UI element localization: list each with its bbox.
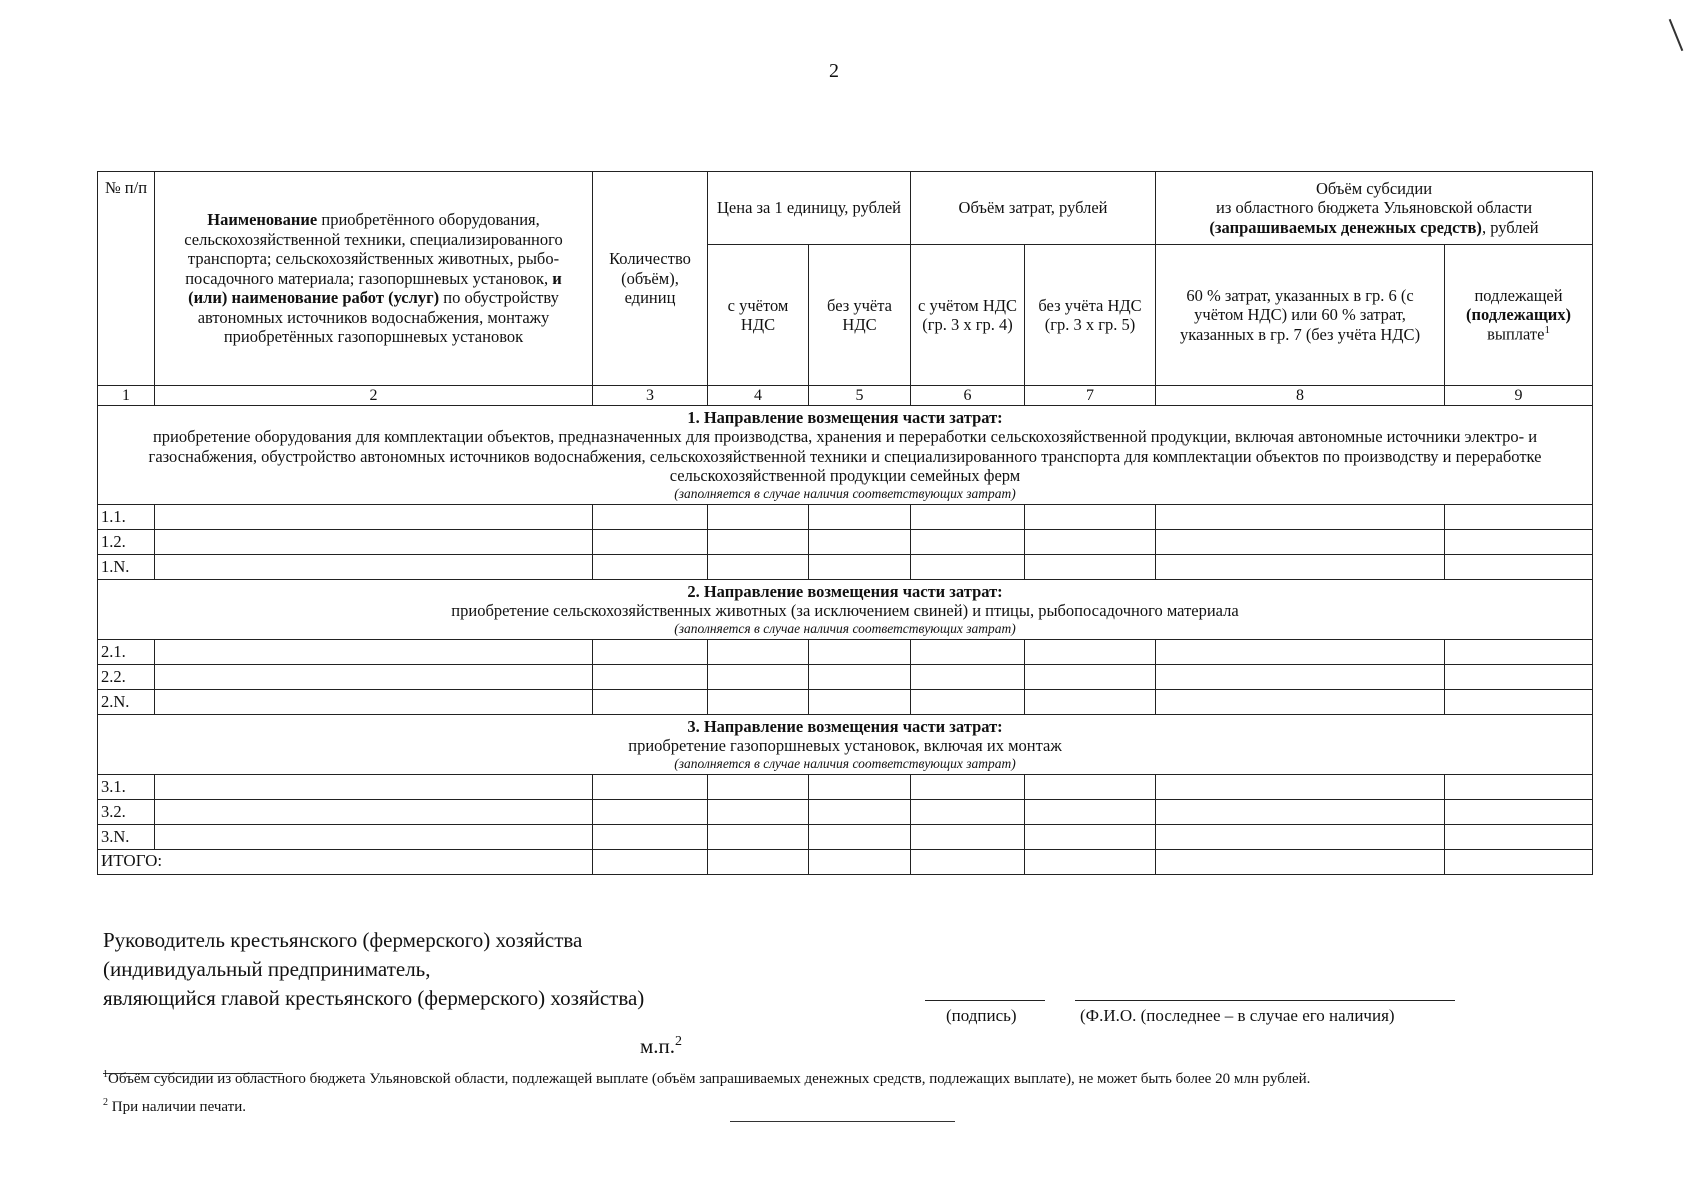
row-number: 1.2.: [98, 529, 155, 554]
table-row: [98, 824, 1593, 849]
cell-cost-without-vat[interactable]: [1025, 664, 1156, 689]
cell-price-without-vat[interactable]: [809, 554, 911, 579]
cell-price-with-vat[interactable]: [708, 664, 809, 689]
cell-cost-without-vat[interactable]: [1025, 774, 1156, 799]
cell-price-without-vat[interactable]: [809, 689, 911, 714]
cell-quantity[interactable]: [593, 824, 708, 849]
subsidy-table: [97, 171, 1593, 875]
cell-name[interactable]: [155, 799, 593, 824]
header-price-with-vat: с учётом НДС: [708, 245, 809, 386]
cell-name[interactable]: [155, 639, 593, 664]
cell-cost-with-vat[interactable]: [911, 799, 1025, 824]
cell-subsidy-60[interactable]: [1156, 504, 1445, 529]
cell-price-without-vat[interactable]: [809, 664, 911, 689]
column-number: 7: [1025, 386, 1156, 406]
cell-cost-with-vat[interactable]: [911, 664, 1025, 689]
row-number: 2.2.: [98, 664, 155, 689]
cell-payable[interactable]: [1445, 664, 1593, 689]
cell-quantity[interactable]: [593, 664, 708, 689]
cell-payable[interactable]: [1445, 774, 1593, 799]
footnote-2: [103, 1097, 246, 1116]
cell-subsidy-60[interactable]: [1156, 664, 1445, 689]
cell-price-with-vat[interactable]: [708, 554, 809, 579]
header-cost-with-vat: с учётом НДС (гр. 3 х гр. 4): [911, 245, 1025, 386]
cell-total-cost-with-vat[interactable]: [911, 849, 1025, 874]
cell-subsidy-60[interactable]: [1156, 639, 1445, 664]
cell-total-cost-without-vat[interactable]: [1025, 849, 1156, 874]
cell-payable[interactable]: [1445, 504, 1593, 529]
cell-cost-without-vat[interactable]: [1025, 529, 1156, 554]
cell-quantity[interactable]: [593, 504, 708, 529]
footnote-text: При наличии печати.: [108, 1099, 246, 1115]
stamp-place: [640, 1034, 682, 1059]
section-description: приобретение газопоршневых установок, включая их монтаж: [628, 736, 1062, 756]
signatory-line: являющийся главой крестьянского (фермерского) хозяйства): [103, 986, 645, 1010]
cell-subsidy-60[interactable]: [1156, 689, 1445, 714]
cell-quantity[interactable]: [593, 554, 708, 579]
row-number: 2.N.: [98, 689, 155, 714]
footnote-marker: 1: [103, 1069, 108, 1080]
header-subsidy-bold: (запрашиваемых денежных средств): [1209, 217, 1482, 237]
table-row: [98, 799, 1593, 824]
column-number: 8: [1156, 386, 1445, 406]
cell-payable[interactable]: [1445, 639, 1593, 664]
cell-price-with-vat[interactable]: [708, 529, 809, 554]
cell-name[interactable]: [155, 664, 593, 689]
table-row: [98, 529, 1593, 554]
cell-price-without-vat[interactable]: [809, 824, 911, 849]
cell-name[interactable]: [155, 504, 593, 529]
header-name-part-3: и (или) наименование работ (услуг): [188, 268, 562, 308]
signatory-title: [103, 926, 644, 1013]
header-subsidy-60: 60 % затрат, указанных в гр. 6 (с учётом НДС) или 60 % затрат, указанных в гр. 7 (без учёта НДС): [1156, 245, 1445, 386]
cell-payable[interactable]: [1445, 689, 1593, 714]
cell-name[interactable]: [155, 824, 593, 849]
cell-cost-without-vat[interactable]: [1025, 504, 1156, 529]
cell-cost-without-vat[interactable]: [1025, 689, 1156, 714]
cell-price-without-vat[interactable]: [809, 529, 911, 554]
stamp-label: м.п.: [640, 1034, 676, 1058]
cell-subsidy-60[interactable]: [1156, 529, 1445, 554]
footnote-ref-1: 1: [1544, 324, 1550, 337]
column-number: 3: [593, 386, 708, 406]
signatory-line: (индивидуальный предприниматель,: [103, 957, 431, 981]
cell-cost-with-vat[interactable]: [911, 824, 1025, 849]
cell-total-subsidy-60[interactable]: [1156, 849, 1445, 874]
signature-line[interactable]: [925, 1000, 1045, 1001]
cell-price-with-vat[interactable]: [708, 689, 809, 714]
cell-cost-without-vat[interactable]: [1025, 554, 1156, 579]
cell-price-with-vat[interactable]: [708, 824, 809, 849]
cell-cost-with-vat[interactable]: [911, 689, 1025, 714]
cell-cost-with-vat[interactable]: [911, 554, 1025, 579]
signature-caption: (подпись): [946, 1006, 1017, 1025]
cell-quantity[interactable]: [593, 799, 708, 824]
column-number: 9: [1445, 386, 1593, 406]
header-price-without-vat: без учёта НДС: [809, 245, 911, 386]
cell-cost-with-vat[interactable]: [911, 639, 1025, 664]
header-payable: [1445, 245, 1593, 386]
total-row: [98, 849, 1593, 874]
footnote-ref-2: 2: [675, 1034, 683, 1049]
row-number: 1.N.: [98, 554, 155, 579]
header-num: № п/п: [98, 172, 155, 386]
cell-total-price-without-vat[interactable]: [809, 849, 911, 874]
footnote-text: Объём субсидии из областного бюджета Ульяновской области, подлежащей выплате (объём запрашиваемых денежных средств, подлежащих выплате), не может быть более 20 млн рублей.: [108, 1071, 1311, 1087]
header-subsidy-group: [1156, 172, 1593, 245]
row-number: 3.2.: [98, 799, 155, 824]
header-name-part-4: по обустройству автономных источников водоснабжения, монтажу приобретённых газопоршневых установок: [197, 288, 559, 347]
cell-quantity[interactable]: [593, 689, 708, 714]
header-cost-without-vat: без учёта НДС (гр. 3 х гр. 5): [1025, 245, 1156, 386]
footnote-1: [103, 1069, 1310, 1088]
table-row: [98, 504, 1593, 529]
section-description: приобретение сельскохозяйственных животных (за исключением свиней) и птицы, рыбопосадочного материала: [451, 601, 1239, 621]
cell-subsidy-60[interactable]: [1156, 774, 1445, 799]
header-name-part-2: приобретённого оборудования, сельскохозяйственной техники, специализированного транспорта; сельскохозяйственных животных, рыбо-посадочного материала; газопоршневых установок,: [184, 210, 563, 288]
header-quantity: Количество (объём), единиц: [593, 172, 708, 386]
column-number: 4: [708, 386, 809, 406]
section-header: [98, 579, 1593, 639]
section-note: (заполняется в случае наличия соответствующих затрат): [674, 620, 1016, 636]
cell-price-with-vat[interactable]: [708, 639, 809, 664]
header-name: [155, 172, 593, 386]
column-number: 5: [809, 386, 911, 406]
cell-cost-without-vat[interactable]: [1025, 639, 1156, 664]
scan-mark: [1669, 19, 1684, 51]
cell-cost-with-vat[interactable]: [911, 504, 1025, 529]
cell-name[interactable]: [155, 529, 593, 554]
cell-payable[interactable]: [1445, 529, 1593, 554]
cell-name[interactable]: [155, 554, 593, 579]
cell-total-quantity[interactable]: [593, 849, 708, 874]
cell-cost-without-vat[interactable]: [1025, 799, 1156, 824]
header-payable-post: выплате: [1487, 324, 1545, 344]
cell-payable[interactable]: [1445, 554, 1593, 579]
cell-quantity[interactable]: [593, 774, 708, 799]
table-row: [98, 774, 1593, 799]
cell-price-without-vat[interactable]: [809, 774, 911, 799]
cell-name[interactable]: [155, 689, 593, 714]
table-row: [98, 554, 1593, 579]
row-number: 3.1.: [98, 774, 155, 799]
header-payable-pre: подлежащей: [1474, 285, 1563, 305]
row-number: 1.1.: [98, 504, 155, 529]
column-number: 1: [98, 386, 155, 406]
cell-subsidy-60[interactable]: [1156, 554, 1445, 579]
section-note: (заполняется в случае наличия соответствующих затрат): [674, 755, 1016, 771]
section-note: (заполняется в случае наличия соответствующих затрат): [674, 485, 1016, 501]
section-header: [98, 714, 1593, 774]
header-subsidy-tail: , рублей: [1481, 217, 1539, 237]
cell-total-payable[interactable]: [1445, 849, 1593, 874]
table-row: [98, 689, 1593, 714]
header-name-part-1: Наименование: [207, 210, 318, 230]
full-name-caption: (Ф.И.О. (последнее – в случае его наличия): [1080, 1006, 1395, 1025]
cell-subsidy-60[interactable]: [1156, 824, 1445, 849]
footnote-marker: 2: [103, 1097, 108, 1108]
cell-quantity[interactable]: [593, 529, 708, 554]
cell-total-price-with-vat[interactable]: [708, 849, 809, 874]
signatory-line: Руководитель крестьянского (фермерского) хозяйства: [103, 928, 583, 952]
header-cost-group: Объём затрат, рублей: [911, 172, 1156, 245]
section-title: 3. Направление возмещения части затрат:: [687, 716, 1003, 736]
cell-price-without-vat[interactable]: [809, 504, 911, 529]
column-number: 2: [155, 386, 593, 406]
cell-price-with-vat[interactable]: [708, 799, 809, 824]
cell-payable[interactable]: [1445, 824, 1593, 849]
section-description: приобретение оборудования для комплектации объектов, предназначенных для производства, хранения и переработки сельскохозяйственной продукции, включая автономные источники электро- и газоснабжения, обустройство автономных источников водоснабжения, сельскохозяйственной техники и специализированного транспорта для комплектации объектов по производству и переработке сельскохозяйственной продукции семейных ферм: [148, 427, 1542, 486]
total-label: ИТОГО:: [98, 849, 593, 874]
cell-subsidy-60[interactable]: [1156, 799, 1445, 824]
header-price-group: Цена за 1 единицу, рублей: [708, 172, 911, 245]
cell-price-with-vat[interactable]: [708, 774, 809, 799]
section-title: 1. Направление возмещения части затрат:: [687, 408, 1003, 427]
header-subsidy-line1: Объём субсидии: [1315, 178, 1433, 198]
bottom-rule: [730, 1121, 955, 1122]
cell-cost-without-vat[interactable]: [1025, 824, 1156, 849]
table-row: [98, 639, 1593, 664]
cell-price-without-vat[interactable]: [809, 639, 911, 664]
cell-quantity[interactable]: [593, 639, 708, 664]
full-name-line[interactable]: [1075, 1000, 1455, 1001]
column-number: 6: [911, 386, 1025, 406]
row-number: 3.N.: [98, 824, 155, 849]
section-header: [98, 406, 1593, 505]
cell-price-without-vat[interactable]: [809, 799, 911, 824]
header-subsidy-line2: из областного бюджета Ульяновской области: [1215, 198, 1533, 218]
page-number: 2: [829, 60, 839, 82]
section-title: 2. Направление возмещения части затрат:: [687, 581, 1003, 601]
table-row: [98, 664, 1593, 689]
cell-name[interactable]: [155, 774, 593, 799]
cell-cost-with-vat[interactable]: [911, 529, 1025, 554]
cell-cost-with-vat[interactable]: [911, 774, 1025, 799]
cell-payable[interactable]: [1445, 799, 1593, 824]
cell-price-with-vat[interactable]: [708, 504, 809, 529]
row-number: 2.1.: [98, 639, 155, 664]
header-payable-bold: (подлежащих): [1465, 305, 1572, 325]
